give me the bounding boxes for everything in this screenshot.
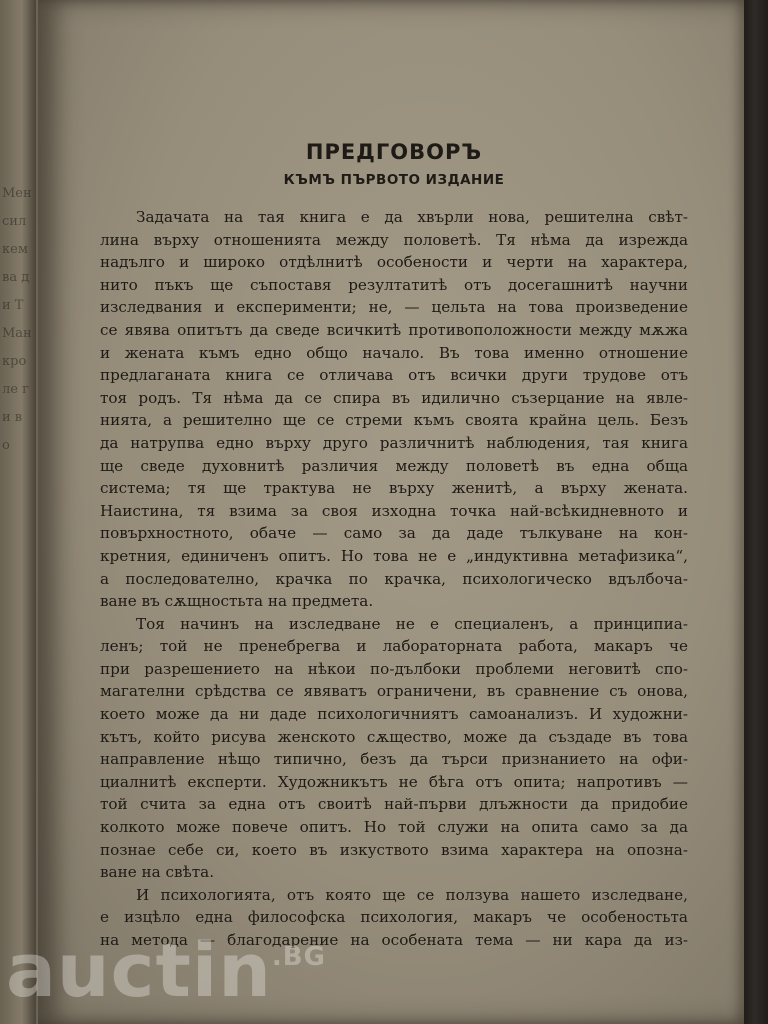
watermark-tld: .BG [271,942,326,972]
page-text-block [100,128,688,952]
text-line: система; тя ще трактува не върху женитѣ, а върху жената. [100,479,688,498]
text-line: магателни срѣдства се явяватъ ограничени, въ сравнение съ онова, [100,682,688,701]
text-line: кътъ, който рисува женското сѫщество, може да създаде въ това [100,727,688,746]
auction-watermark-logo [6,928,326,1014]
text-line: той счита за една отъ своитѣ най-първи длъжности да придобие [100,795,688,814]
text-line: нията, а решително ще се стреми къмъ своята крайна цель. Безъ [100,411,688,430]
text-line: Наистина, тя взима за своя изходна точка най-всѣкидневното и [100,501,688,520]
text-line: направление нѣщо типично, безъ да търси признанието на офи- [100,750,688,769]
text-line: изследвания и експерименти; не, — цельта на това произведение [100,298,688,317]
text-line: тоя родъ. Тя нѣма да се спира въ идилично съзерцание на явле- [100,388,688,407]
page-subtitle: КЪМЪ ПЪРВОТО ИЗДАНИЕ [283,172,505,188]
book-page [38,0,744,1024]
watermark-brand-tail: n [218,928,272,1014]
paragraph-1 [100,206,688,613]
text-line: ще сведе духовнитѣ различия между половетѣ въ една обща [100,456,688,475]
page-title: ПРЕДГОВОРЪ [305,140,483,164]
text-line: се явява опитътъ да сведе всичкитѣ противоположности между мѫжа [100,320,688,339]
left-page-fragment: Мен сил кем ва ди Т Ман кро ле ги в о [2,186,32,453]
text-line: надълго и широко отдѣлнитѣ особености и черти на характера, [100,253,688,272]
text-line: Задачата на тая книга е да хвърли нова, решителна свѣт- [136,208,688,226]
left-page-edge [0,0,36,1024]
text-line: познае себе си, което въ изкуството взима характера на опозна- [100,840,688,859]
watermark-brand: aucti [6,928,219,1014]
text-line: което може да ни даде психологичниятъ самоанализъ. И художни- [100,705,688,724]
text-line: на метода — благодарение на особената тема — ни кара да из- [100,931,688,949]
text-line: предлаганата книга се отличава отъ всички други трудове отъ [100,366,688,385]
text-line: И психологията, отъ която ще се ползува нашето изследване, [136,885,688,904]
text-line: лина върху отношенията между половетѣ. Тя нѣма да изрежда [100,230,688,249]
text-line: да натрупва едно върху друго различнитѣ наблюдения, тая книга [100,433,688,452]
text-line: и жената къмъ едно общо начало. Въ това именно отношение [100,343,688,362]
text-line: кретния, единиченъ опитъ. Но това не е „индуктивна метафизика“, [100,546,688,565]
text-line: а последователно, крачка по крачка, психологическо вдълбоча- [100,569,688,588]
text-line: колкото може повече опитъ. Но той служи на опита само за да [100,818,688,837]
text-line: нито пъкъ ще съпоставя резултатитѣ отъ досегашнитѣ научни [100,275,688,294]
text-line: ленъ; той не пренебрегва и лабораторната работа, макаръ че [100,637,688,656]
text-line: ване на свѣта. [100,863,215,882]
text-line: Тоя начинъ на изследване не е специаленъ, а принципиа- [136,614,688,633]
text-line: циалнитѣ експерти. Художникътъ не бѣга отъ опита; напротивъ — [100,772,688,791]
text-line: повърхностното, обаче — само за да даде тълкуване на кон- [100,524,688,543]
right-dark-edge [742,0,768,1024]
text-line: ване въ сѫщностьта на предмета. [100,592,374,611]
text-line: при разрешението на нѣкои по-дълбоки проблеми неговитѣ спо- [100,659,688,678]
paragraph-2 [100,613,688,884]
text-line: е изцѣло една философска психология, макаръ че особеностьта [100,908,688,927]
